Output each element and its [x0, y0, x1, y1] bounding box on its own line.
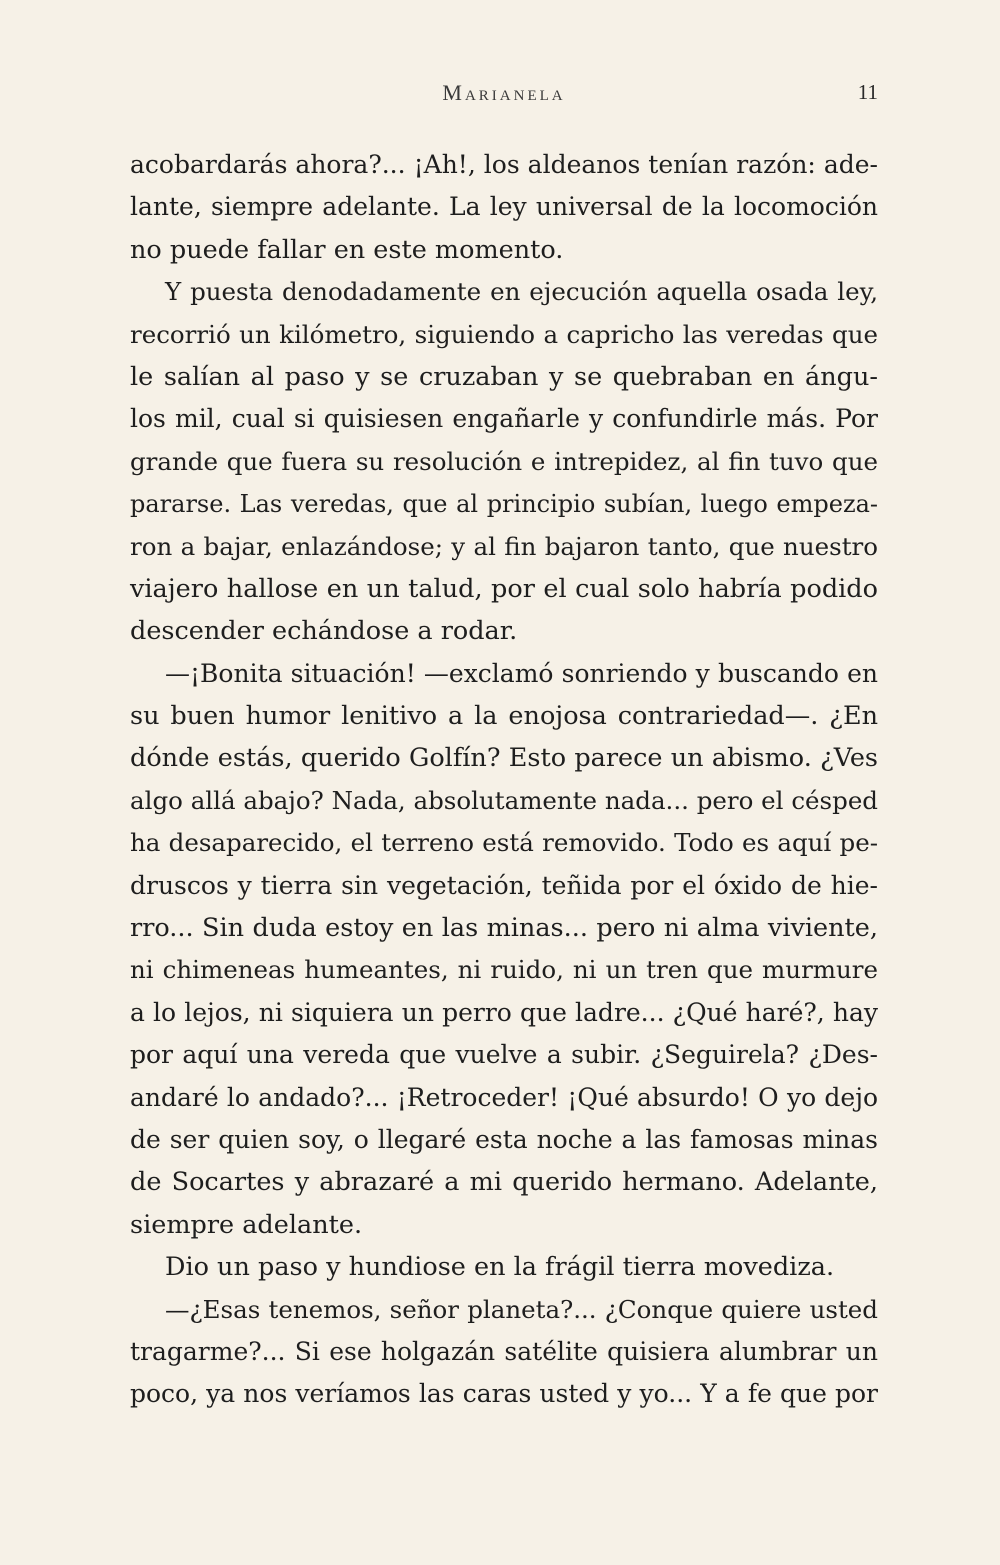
text-line: viajero hallose en un talud, por el cual solo habría podido	[130, 573, 878, 604]
text-line: no puede fallar en este momento.	[130, 234, 564, 265]
text-line: ron a bajar, enlazándose; y al fin bajaron tanto, que nuestro	[130, 531, 878, 561]
text-line: por aquí una vereda que vuelve a subir. ¿Seguirela? ¿Des-	[130, 1040, 878, 1070]
text-line: dónde estás, querido Golfín? Esto parece un abismo. ¿Ves	[130, 743, 878, 774]
text-line: Dio un paso y hundiose en la frágil tierra movediza.	[165, 1252, 835, 1283]
text-line: —¿Esas tenemos, señor planeta?... ¿Conque quiere usted	[165, 1294, 878, 1324]
text-line: tragarme?... Si ese holgazán satélite quisiera alumbrar un	[130, 1336, 878, 1366]
running-header	[130, 80, 878, 110]
paragraph	[130, 1289, 878, 1416]
text-line: —¡Bonita situación! —exclamó sonriendo y buscando en	[165, 658, 878, 688]
text-line: rro... Sin duda estoy en las minas... pero ni alma viviente,	[130, 913, 878, 944]
running-title: Marianela	[442, 80, 566, 105]
text-line: lante, siempre adelante. La ley universal de la locomoción	[130, 192, 878, 222]
text-line: andaré lo andado?... ¡Retroceder! ¡Qué absurdo! O yo dejo	[130, 1082, 878, 1112]
text-line: los mil, cual si quisiesen engañarle y confundirle más. Por	[130, 404, 878, 434]
text-line: pararse. Las veredas, que al principio subían, luego empeza-	[130, 490, 878, 519]
paragraph	[130, 653, 878, 1246]
page-number: 11	[857, 80, 878, 104]
text-line: ni chimeneas humeantes, ni ruido, ni un tren que murmure	[130, 955, 878, 985]
text-line: druscos y tierra sin vegetación, teñida por el óxido de hie-	[130, 870, 878, 900]
text-line: ha desaparecido, el terreno está removido. Todo es aquí pe-	[130, 828, 878, 858]
text-line: recorrió un kilómetro, siguiendo a capricho las veredas que	[130, 319, 878, 349]
paragraph	[130, 1246, 878, 1288]
text-line: su buen humor lenitivo a la enojosa contrariedad—. ¿En	[130, 701, 878, 732]
paragraph	[130, 271, 878, 653]
paragraph	[130, 144, 878, 271]
text-line: Y puesta denodadamente en ejecución aquella osada ley,	[165, 277, 878, 307]
text-line: a lo lejos, ni siquiera un perro que ladre... ¿Qué haré?, hay	[130, 997, 878, 1027]
text-line: de ser quien soy, o llegaré esta noche a las famosas minas	[130, 1124, 878, 1154]
text-line: poco, ya nos veríamos las caras usted y yo... Y a fe que por	[130, 1379, 878, 1409]
text-line: le salían al paso y se cruzaban y se quebraban en ángu-	[130, 361, 878, 392]
text-line: algo allá abajo? Nada, absolutamente nada... pero el césped	[130, 785, 878, 815]
text-line: siempre adelante.	[130, 1209, 363, 1240]
body-text	[130, 144, 878, 1416]
text-line: de Socartes y abrazaré a mi querido hermano. Adelante,	[130, 1167, 878, 1198]
text-line: acobardarás ahora?... ¡Ah!, los aldeanos tenían razón: ade-	[130, 150, 878, 179]
text-line: grande que fuera su resolución e intrepidez, al fin tuvo que	[130, 446, 878, 476]
text-line: descender echándose a rodar.	[130, 616, 518, 647]
